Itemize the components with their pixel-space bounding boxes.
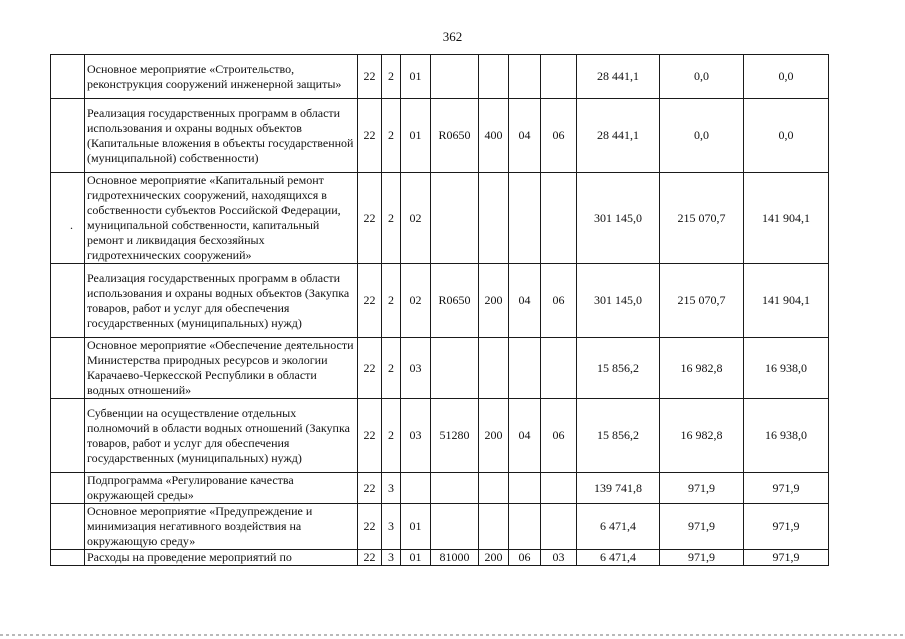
section-cell (509, 173, 541, 264)
amount-year3-cell: 141 904,1 (744, 173, 829, 264)
amount-year2-cell: 215 070,7 (660, 264, 744, 338)
subprogram-code-cell: 2 (382, 55, 401, 99)
table-row (51, 338, 829, 399)
direction-code-cell (431, 55, 479, 99)
subsection-cell (541, 338, 577, 399)
item-name-cell: Основное мероприятие «Предупреждение и минимизация негативного воздействия на окружающую среду» (85, 504, 358, 550)
row-margin-cell (51, 338, 85, 399)
subsection-cell (541, 173, 577, 264)
amount-year1-cell: 6 471,4 (577, 550, 660, 566)
amount-year2-cell: 215 070,7 (660, 173, 744, 264)
amount-year1-cell: 301 145,0 (577, 173, 660, 264)
item-name-cell: Субвенции на осуществление отдельных полномочий в области водных отношений (Закупка товаров, работ и услуг для обеспечения государственных (муниципальных) нужд) (85, 399, 358, 473)
expense-type-cell (479, 504, 509, 550)
page-number: 362 (442, 29, 463, 44)
budget-table (50, 54, 829, 566)
subprogram-code-cell: 2 (382, 264, 401, 338)
item-name-cell: Реализация государственных программ в области использования и охраны водных объектов (Закупка товаров, работ и услуг для обеспечения государственных (муниципальных) нужд) (85, 264, 358, 338)
subsection-cell: 06 (541, 399, 577, 473)
subprogram-code-cell: 3 (382, 504, 401, 550)
direction-code-cell: 81000 (431, 550, 479, 566)
program-code-cell: 22 (358, 99, 382, 173)
subprogram-code-cell: 2 (382, 399, 401, 473)
event-code-cell: 02 (401, 173, 431, 264)
expense-type-cell: 200 (479, 399, 509, 473)
table-row (51, 99, 829, 173)
amount-year1-cell: 301 145,0 (577, 264, 660, 338)
amount-year2-cell: 971,9 (660, 473, 744, 504)
amount-year3-cell: 0,0 (744, 55, 829, 99)
subprogram-code-cell: 3 (382, 550, 401, 566)
subprogram-code-cell: 2 (382, 99, 401, 173)
amount-year1-cell: 139 741,8 (577, 473, 660, 504)
subsection-cell: 03 (541, 550, 577, 566)
item-name-cell: Основное мероприятие «Строительство, реконструкция сооружений инженерной защиты» (85, 55, 358, 99)
direction-code-cell (431, 173, 479, 264)
section-cell: 04 (509, 264, 541, 338)
program-code-cell: 22 (358, 55, 382, 99)
direction-code-cell (431, 504, 479, 550)
amount-year2-cell: 0,0 (660, 99, 744, 173)
event-code-cell: 01 (401, 504, 431, 550)
subsection-cell (541, 473, 577, 504)
row-margin-cell (51, 550, 85, 566)
table-row (51, 473, 829, 504)
expense-type-cell (479, 55, 509, 99)
amount-year1-cell: 28 441,1 (577, 99, 660, 173)
row-margin-cell (51, 473, 85, 504)
program-code-cell: 22 (358, 399, 382, 473)
table-row (51, 173, 829, 264)
expense-type-cell (479, 173, 509, 264)
table-row (51, 264, 829, 338)
table-row (51, 55, 829, 99)
amount-year2-cell: 971,9 (660, 504, 744, 550)
table-row (51, 399, 829, 473)
row-margin-cell (51, 504, 85, 550)
amount-year2-cell: 16 982,8 (660, 399, 744, 473)
program-code-cell: 22 (358, 264, 382, 338)
row-margin-cell (51, 173, 85, 264)
subsection-cell: 06 (541, 99, 577, 173)
amount-year3-cell: 16 938,0 (744, 399, 829, 473)
subsection-cell: 06 (541, 264, 577, 338)
scan-edge-artifact (0, 634, 905, 636)
program-code-cell: 22 (358, 504, 382, 550)
amount-year3-cell: 0,0 (744, 99, 829, 173)
direction-code-cell (431, 473, 479, 504)
amount-year1-cell: 6 471,4 (577, 504, 660, 550)
item-name-cell: Реализация государственных программ в области использования и охраны водных объектов (Капитальные вложения в объекты государственной (муниципальной) собственности) (85, 99, 358, 173)
program-code-cell: 22 (358, 550, 382, 566)
amount-year3-cell: 16 938,0 (744, 338, 829, 399)
row-margin-cell (51, 55, 85, 99)
event-code-cell: 01 (401, 99, 431, 173)
direction-code-cell (431, 338, 479, 399)
item-name-cell: Основное мероприятие «Капитальный ремонт гидротехнических сооружений, находящихся в собственности субъектов Российской Федерации, муниципальной собственности, капитальный ремонт и ликвидация бесхозяйных гидротехнических сооружений» (85, 173, 358, 264)
section-cell: 04 (509, 99, 541, 173)
expense-type-cell: 200 (479, 264, 509, 338)
section-cell (509, 55, 541, 99)
amount-year2-cell: 971,9 (660, 550, 744, 566)
amount-year3-cell: 141 904,1 (744, 264, 829, 338)
event-code-cell: 02 (401, 264, 431, 338)
expense-type-cell: 400 (479, 99, 509, 173)
program-code-cell: 22 (358, 338, 382, 399)
subprogram-code-cell: 2 (382, 173, 401, 264)
program-code-cell: 22 (358, 473, 382, 504)
expense-type-cell (479, 473, 509, 504)
direction-code-cell: 51280 (431, 399, 479, 473)
amount-year1-cell: 28 441,1 (577, 55, 660, 99)
row-margin-cell (51, 399, 85, 473)
item-name-cell: Основное мероприятие «Обеспечение деятельности Министерства природных ресурсов и экологии Карачаево-Черкесской Республики в области водных отношений» (85, 338, 358, 399)
amount-year2-cell: 16 982,8 (660, 338, 744, 399)
expense-type-cell (479, 338, 509, 399)
amount-year1-cell: 15 856,2 (577, 338, 660, 399)
amount-year2-cell: 0,0 (660, 55, 744, 99)
table-row (51, 504, 829, 550)
direction-code-cell: R0650 (431, 99, 479, 173)
expense-type-cell: 200 (479, 550, 509, 566)
event-code-cell: 03 (401, 338, 431, 399)
event-code-cell: 03 (401, 399, 431, 473)
section-cell: 04 (509, 399, 541, 473)
direction-code-cell: R0650 (431, 264, 479, 338)
event-code-cell: 01 (401, 55, 431, 99)
section-cell: 06 (509, 550, 541, 566)
table-row (51, 550, 829, 566)
amount-year3-cell: 971,9 (744, 550, 829, 566)
section-cell (509, 504, 541, 550)
item-name-cell: Расходы на проведение мероприятий по (85, 550, 358, 566)
row-margin-cell (51, 99, 85, 173)
amount-year3-cell: 971,9 (744, 504, 829, 550)
subprogram-code-cell: 2 (382, 338, 401, 399)
subprogram-code-cell: 3 (382, 473, 401, 504)
event-code-cell (401, 473, 431, 504)
row-margin-cell (51, 264, 85, 338)
amount-year1-cell: 15 856,2 (577, 399, 660, 473)
event-code-cell: 01 (401, 550, 431, 566)
item-name-cell: Подпрограмма «Регулирование качества окружающей среды» (85, 473, 358, 504)
amount-year3-cell: 971,9 (744, 473, 829, 504)
section-cell (509, 338, 541, 399)
subsection-cell (541, 504, 577, 550)
section-cell (509, 473, 541, 504)
subsection-cell (541, 55, 577, 99)
program-code-cell: 22 (358, 173, 382, 264)
stray-mark: . (70, 218, 73, 232)
